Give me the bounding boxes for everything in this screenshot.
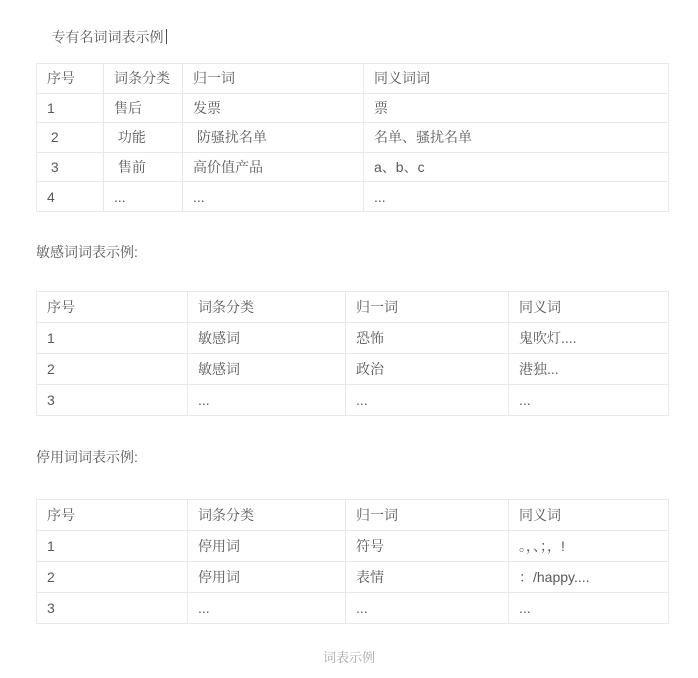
table-cell: ...	[364, 182, 669, 212]
table-cell: 2	[37, 562, 188, 593]
table-cell: 2	[37, 123, 104, 153]
sensitive-word-table	[36, 291, 669, 416]
text-cursor	[166, 29, 167, 44]
column-header: 词条分类	[188, 500, 346, 531]
table-cell: ...	[188, 385, 346, 416]
table-row	[37, 182, 669, 212]
table-cell: 售后	[104, 93, 183, 123]
table-cell: 敏感词	[188, 354, 346, 385]
table-cell: 1	[37, 323, 188, 354]
stop-word-table	[36, 499, 669, 624]
table-cell: 。，、；，!	[509, 531, 669, 562]
table-cell: 港独...	[509, 354, 669, 385]
column-header: 归一词	[346, 500, 509, 531]
table-cell: 防骚扰名单	[183, 123, 364, 153]
table-cell: 4	[37, 182, 104, 212]
table-cell: 敏感词	[188, 323, 346, 354]
table-cell: 恐怖	[346, 323, 509, 354]
table-row	[37, 562, 669, 593]
table-row	[37, 123, 669, 153]
column-header: 序号	[37, 64, 104, 94]
table-cell: a、b、c	[364, 152, 669, 182]
table-cell: ...	[509, 385, 669, 416]
table-cell: 高价值产品	[183, 152, 364, 182]
section-heading-stopword: 停用词词表示例:	[36, 449, 138, 465]
table-header-row	[37, 64, 669, 94]
table-cell: ...	[183, 182, 364, 212]
table-cell: ...	[509, 593, 669, 624]
table-row	[37, 531, 669, 562]
column-header: 序号	[37, 500, 188, 531]
proper-noun-table	[36, 63, 669, 212]
table-row	[37, 93, 669, 123]
table-cell: 3	[37, 152, 104, 182]
table-cell: 售前	[104, 152, 183, 182]
column-header: 同义词词	[364, 64, 669, 94]
table-cell: ...	[188, 593, 346, 624]
table-cell: 名单、骚扰名单	[364, 123, 669, 153]
table-cell: 符号	[346, 531, 509, 562]
table-row	[37, 385, 669, 416]
column-header: 同义词	[509, 292, 669, 323]
table-row	[37, 323, 669, 354]
section-heading-sensitive: 敏感词词表示例:	[36, 244, 138, 260]
figure-caption: 词表示例	[322, 650, 375, 665]
column-header: 归一词	[346, 292, 509, 323]
table-cell: ...	[104, 182, 183, 212]
table-header-row	[37, 500, 669, 531]
table-cell: 鬼吹灯....	[509, 323, 669, 354]
column-header: 序号	[37, 292, 188, 323]
column-header: 词条分类	[188, 292, 346, 323]
table-cell: ...	[346, 385, 509, 416]
table-cell: 3	[37, 385, 188, 416]
table-cell: 停用词	[188, 562, 346, 593]
table-header-row	[37, 292, 669, 323]
table-cell: 票	[364, 93, 669, 123]
column-header: 归一词	[183, 64, 364, 94]
table-row	[37, 593, 669, 624]
table-cell: 1	[37, 93, 104, 123]
table-cell: ...	[346, 593, 509, 624]
table-cell: 发票	[183, 93, 364, 123]
table-cell: ：/happy....	[509, 562, 669, 593]
column-header: 同义词	[509, 500, 669, 531]
table-cell: 2	[37, 354, 188, 385]
table-cell: 表情	[346, 562, 509, 593]
table-cell: 功能	[104, 123, 183, 153]
table-cell: 政治	[346, 354, 509, 385]
page-title: 专有名词词表示例	[51, 29, 164, 45]
column-header: 词条分类	[104, 64, 183, 94]
table-row	[37, 354, 669, 385]
table-cell: 停用词	[188, 531, 346, 562]
table-cell: 1	[37, 531, 188, 562]
table-row	[37, 152, 669, 182]
table-cell: 3	[37, 593, 188, 624]
doc-title-line	[36, 13, 167, 61]
